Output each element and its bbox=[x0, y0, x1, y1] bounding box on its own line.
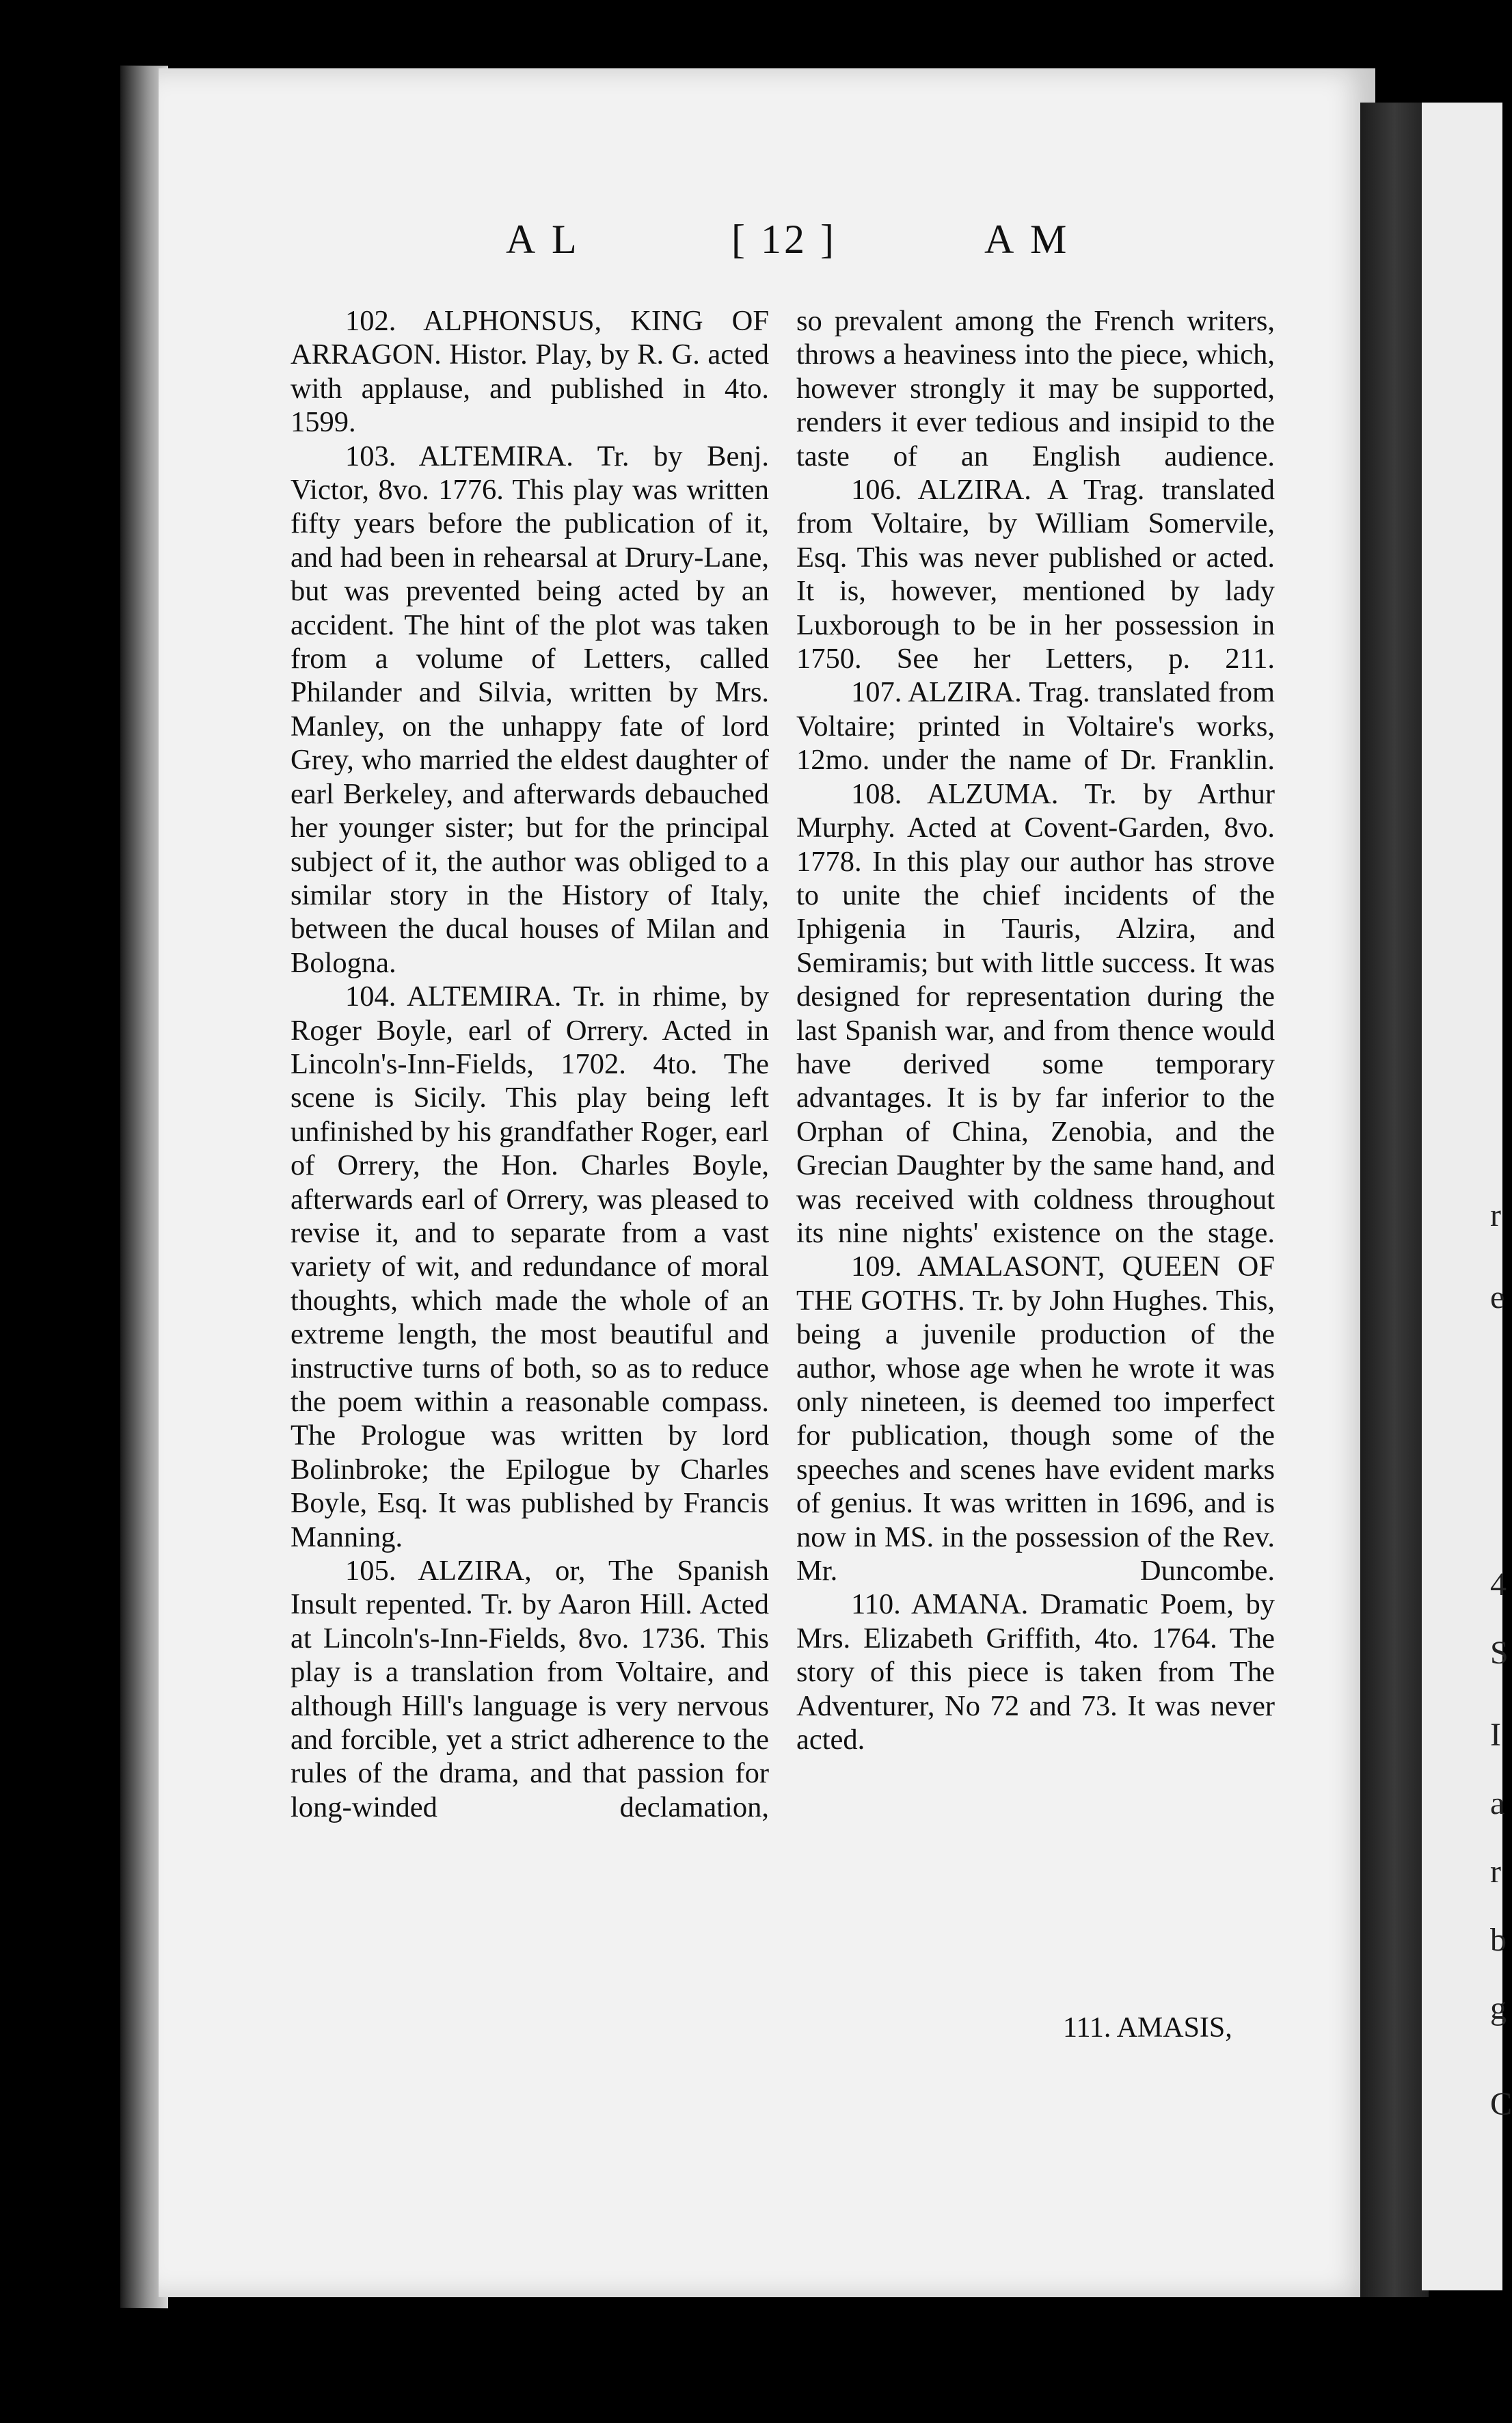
entry-104: 104. ALTEMIRA. Tr. in rhime, by Roger Boyle, earl of Orrery. Acted in Lincoln's-Inn-Fields, 1702. 4to. The scene is Sicily. This play being left unfinished by his grandfather Roger, earl of Orrery, the Hon. Charles Boyle, afterwards earl of Orrery, was pleased to revise it, and to separate from a vast variety of wit, and redundance of moral thoughts, which made the whole of an extreme length, the most beautiful and instructive turns of both, so as to reduce the poem within a reasonable compass. The Prologue was written by lord Bolinbroke; the Epilogue by Charles Boyle, Esq. It was published by Francis Manning. bbox=[291, 980, 769, 1553]
next-page-fragment: S bbox=[1490, 1635, 1509, 1671]
entry-106: 106. ALZIRA. A Trag. translated from Voltaire, by William Somervile, Esq. This was never published or acted. It is, however, mentioned by lady Luxborough to be in her possession in 1750. See her Letters, p. 211. bbox=[796, 474, 1275, 675]
entry-102: 102. ALPHONSUS, KING OF ARRAGON. Histor. Play, by R. G. acted with applause, and published in 4to. 1599. bbox=[291, 305, 769, 439]
entry-105-continued: so prevalent among the French writers, throws a heaviness into the piece, which, however strongly it may be supported, renders it ever tedious and insipid to the taste of an English audience. bbox=[796, 305, 1275, 472]
next-page-fragment: 4 bbox=[1490, 1566, 1507, 1603]
running-head-left: A L bbox=[506, 217, 581, 262]
next-page-fragment: a bbox=[1490, 1785, 1505, 1821]
next-page-fragment: r bbox=[1490, 1197, 1501, 1233]
next-page-fragment: e bbox=[1490, 1279, 1505, 1315]
next-page-edge bbox=[1422, 103, 1512, 2290]
left-column bbox=[291, 304, 769, 1824]
catchword: 111. AMASIS, bbox=[1063, 2012, 1232, 2044]
entry-109: 109. AMALASONT, QUEEN OF THE GOTHS. Tr. by John Hughes. This, being a juvenile production of the author, whose age when he wrote it was only nineteen, is deemed too imperfect for publication, though some of the speeches and scenes have evident marks of genius. It was written in 1696, and is now in MS. in the possession of the Rev. Mr. Duncombe. bbox=[796, 1250, 1275, 1588]
gutter-shadow bbox=[1360, 103, 1429, 2297]
entry-110: 110. AMANA. Dramatic Poem, by Mrs. Elizabeth Griffith, 4to. 1764. The story of this piece is taken from The Adventurer, No 72 and 73. It was never acted. bbox=[796, 1588, 1275, 1756]
running-head-right: A M bbox=[984, 217, 1071, 262]
entry-108: 108. ALZUMA. Tr. by Arthur Murphy. Acted at Covent-Garden, 8vo. 1778. In this play our author has strove to unite the chief incidents of the Iphigenia in Tauris, Alzira, and Semiramis; but with little success. It was designed for representation during the last Spanish war, and from thence would have derived some temporary advantages. It is by far inferior to the Orphan of China, Zenobia, and the Grecian Daughter by the same hand, and was received with coldness throughout its nine nights' existence on the stage. bbox=[796, 777, 1275, 1249]
next-page-fragment: b bbox=[1490, 1922, 1507, 1958]
entry-105: 105. ALZIRA, or, The Spanish Insult repented. Tr. by Aaron Hill. Acted at Lincoln's-Inn-Fields, 8vo. 1736. This play is a translation from Voltaire, and although Hill's language is very nervous and forcible, yet a strict adherence to the rules of the drama, and that passion for long-winded declamation, bbox=[291, 1555, 769, 1823]
next-page-fragment: I bbox=[1490, 1717, 1501, 1753]
entry-103: 103. ALTEMIRA. Tr. by Benj. Victor, 8vo. 1776. This play was written fifty years before the publication of it, and had been in rehearsal at Drury-Lane, but was prevented being acted by an accident. The hint of the plot was taken from a volume of Letters, called Philander and Silvia, written by Mrs. Manley, on the unhappy fate of lord Grey, who married the eldest daughter of earl Berkeley, and afterwards debauched her younger sister; but for the principal subject of it, the author was obliged to a similar story in the History of Italy, between the ducal houses of Milan and Bologna. bbox=[291, 440, 769, 979]
next-page-fragment: C bbox=[1490, 2086, 1512, 2122]
page-number: [ 12 ] bbox=[731, 217, 837, 262]
entry-107: 107. ALZIRA. Trag. translated from Voltaire; printed in Voltaire's works, 12mo. under the name of Dr. Franklin. bbox=[796, 676, 1275, 777]
right-column bbox=[796, 304, 1275, 1756]
next-page-fragment: g bbox=[1490, 1990, 1507, 2026]
next-page-fragment: r bbox=[1490, 1853, 1501, 1890]
